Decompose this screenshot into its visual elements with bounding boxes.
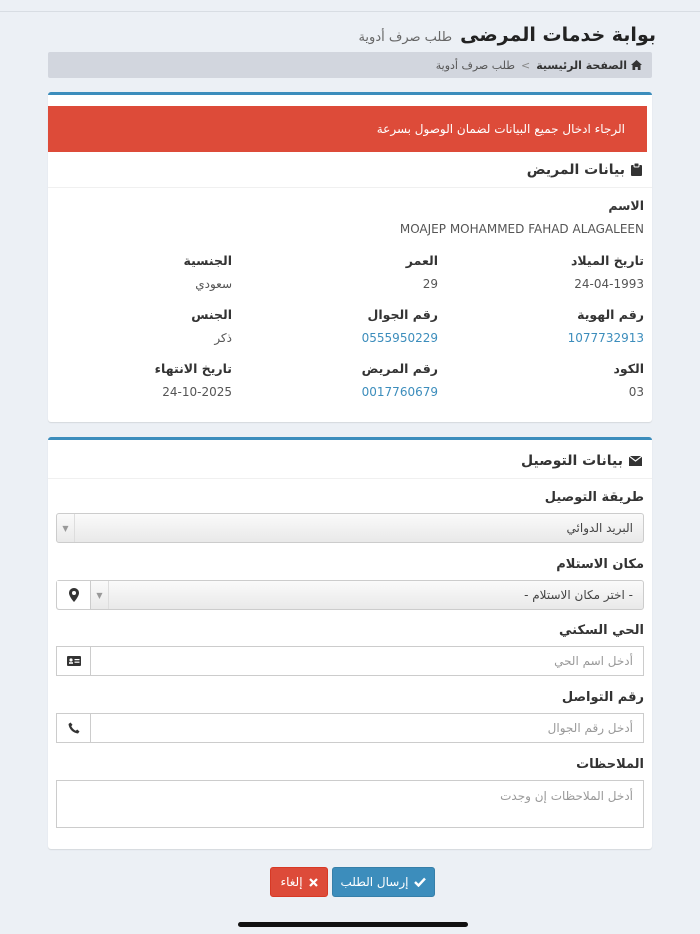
alert-message	[48, 106, 647, 152]
delivery-method-select[interactable]	[56, 513, 644, 543]
pickup-location-select[interactable]	[56, 580, 644, 610]
chevron-down-icon: ▼	[91, 581, 109, 609]
page-header	[44, 24, 656, 48]
contact-number-input[interactable]: أدخل رقم الجوال	[547, 721, 633, 735]
gender-value: ذكر	[214, 331, 232, 345]
patient-info-title: بيانات المريض	[526, 161, 625, 178]
contact-number-label: رقم التواصل	[561, 690, 644, 705]
dob-label: تاريخ الميلاد	[570, 253, 644, 268]
district-input[interactable]: أدخل اسم الحي	[554, 654, 633, 668]
breadcrumb-separator: >	[520, 58, 531, 72]
age-value: 29	[422, 277, 438, 291]
patient-info-header	[48, 152, 652, 188]
patient-number-value: 0017760679	[361, 385, 438, 399]
patient-number-label: رقم المريض	[361, 361, 438, 376]
id-card-icon	[57, 647, 91, 675]
nationality-value: سعودي	[195, 277, 232, 291]
district-input-group	[56, 646, 644, 676]
id-label: رقم الهوية	[577, 307, 644, 322]
submit-button-label: إرسال الطلب	[340, 875, 409, 889]
notes-label: الملاحظات	[576, 757, 644, 772]
home-icon	[631, 60, 642, 70]
code-value: 03	[628, 385, 644, 399]
chevron-down-icon: ▼	[57, 514, 75, 542]
cancel-button[interactable]	[270, 867, 328, 897]
nationality-label: الجنسية	[183, 253, 232, 268]
gender-label: الجنس	[191, 307, 232, 322]
notes-textarea[interactable]: أدخل الملاحظات إن وجدت	[56, 780, 644, 828]
top-bar	[0, 0, 700, 12]
page-subtitle: طلب صرف أدوية	[358, 30, 453, 45]
delivery-info-header	[48, 443, 652, 479]
delivery-method-label: طريقة التوصيل	[544, 490, 644, 505]
name-value: MOAJEP MOHAMMED FAHAD ALAGALEEN	[399, 222, 644, 236]
code-label: الكود	[613, 361, 644, 376]
alert-text: الرجاء ادخال جميع البيانات لضمان الوصول بسرعة	[376, 122, 625, 136]
page-title: بوابة خدمات المرضى	[460, 24, 656, 46]
home-indicator	[238, 922, 468, 927]
map-marker-icon	[57, 581, 91, 609]
breadcrumb-home[interactable]	[536, 59, 642, 72]
dob-value: 24-04-1993	[574, 277, 644, 291]
district-label: الحي السكني	[559, 623, 644, 638]
check-icon	[414, 877, 426, 887]
name-label: الاسم	[608, 198, 644, 213]
breadcrumb-current: طلب صرف أدوية	[435, 58, 515, 72]
mobile-label: رقم الجوال	[367, 307, 438, 322]
pickup-location-label: مكان الاستلام	[556, 557, 644, 572]
submit-button[interactable]	[332, 867, 435, 897]
age-label: العمر	[405, 253, 438, 268]
breadcrumb	[48, 52, 652, 78]
clipboard-icon	[631, 163, 642, 176]
expiry-label: تاريخ الانتهاء	[154, 361, 232, 376]
contact-number-input-group	[56, 713, 644, 743]
delivery-info-title: بيانات التوصيل	[521, 452, 623, 469]
pickup-location-value: - اختر مكان الاستلام -	[524, 588, 633, 602]
cancel-button-label: إلغاء	[280, 875, 303, 889]
expiry-value: 24-10-2025	[162, 385, 232, 399]
id-value: 1077732913	[567, 331, 644, 345]
mobile-value: 0555950229	[361, 331, 438, 345]
delivery-method-value: البريد الدوائي	[566, 521, 633, 535]
patient-info-box	[48, 92, 652, 422]
delivery-info-box	[48, 437, 652, 849]
close-icon	[309, 878, 318, 887]
breadcrumb-home-label: الصفحة الرئيسية	[536, 58, 627, 72]
phone-icon	[57, 714, 91, 742]
envelope-icon	[629, 456, 642, 466]
